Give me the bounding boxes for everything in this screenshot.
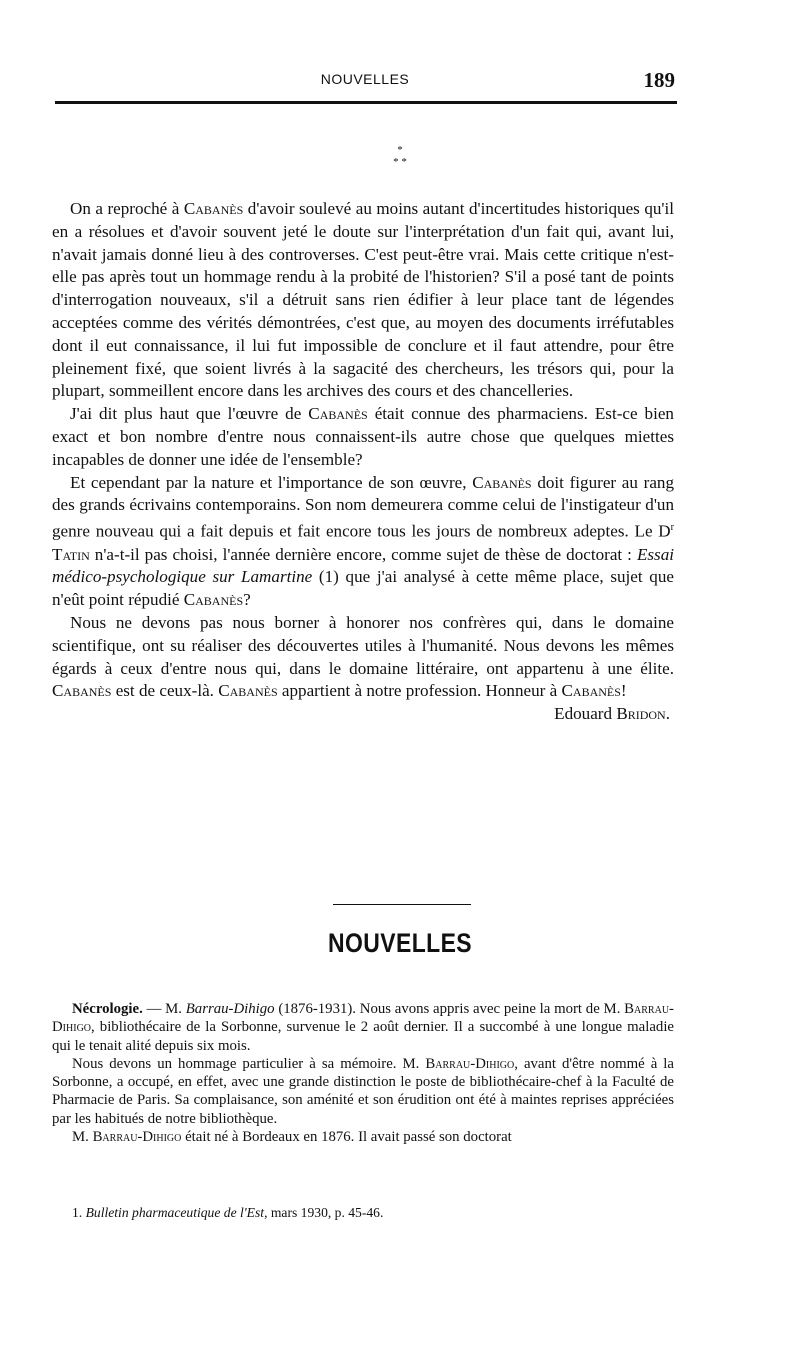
- author-name: Cabanès: [218, 681, 278, 701]
- author-name: Cabanès: [561, 681, 621, 701]
- author-name: Cabanès: [183, 590, 244, 610]
- footnote-number: 1.: [72, 1205, 86, 1220]
- news-label: Nécrologie.: [72, 1001, 143, 1017]
- dr-superscript: r: [670, 522, 674, 534]
- news-paragraph-3: M. Barrau-Dihigo était né à Bordeaux en 1876. Il avait passé son doctorat: [72, 1129, 512, 1146]
- article-paragraph-1: On a reproché à Cabanès d'avoir soulevé au moins autant d'incertitudes historiques qu'il en a résolues et d'avoir souvent jeté le doute sur l'interprétation d'un fait qui, avant lui, n'avait jamais donné lieu à des controverses. C'est peut-être vrai. Mais cette critique n'est-elle pas après tout un hommage rendu à la probité de l'historien? S'il a posé tant de points d'interrogation nouveaux, s'il a détruit sans rien édifier à leur place tant de légendes acceptées comme des vérités démontrées, c'est que, au moyen des documents irréfutables dont il eut connaissance, il lui fut impossible de conclure et il faut attendre, pour être pleinement fixé, que soient livrés à la sagacité des chercheurs, les trésors qui, pour la plupart, sommeillent encore dans les archives des cours et des chancelleries.: [52, 199, 674, 401]
- article-paragraph-4: Nous ne devons pas nous borner à honorer nos confrères qui, dans le domaine scientifique, ont su réaliser des découvertes utiles à l'humanité. Nous devons les mêmes égards à ceux d'entre nous qui, dans le domaine littéraire, ont appartenu à une élite. Cabanès est de ceux-là. Cabanès appartient à notre profession. Honneur à Cabanès!: [52, 613, 674, 701]
- asterism-bottom: * *: [393, 156, 407, 168]
- article-paragraph-2: J'ai dit plus haut que l'œuvre de Cabanès était connue des pharmaciens. Est-ce bien exact et bon nombre d'entre nous connaissent-ils autre chose que quelques miettes incapables de donner une idée de l'ensemble?: [52, 404, 674, 469]
- author-name: Cabanès: [183, 199, 244, 218]
- page-number: 189: [643, 68, 675, 92]
- tatin-name: Tatin: [52, 544, 90, 564]
- header-rule: [55, 101, 677, 104]
- running-head: [55, 68, 675, 94]
- footnote-title: Bulletin pharmaceutique de l'Est: [85, 1205, 265, 1220]
- asterism: [0, 144, 800, 168]
- asterism-top: *: [397, 144, 403, 156]
- author-name: Cabanès: [308, 404, 368, 424]
- news-paragraph-2: Nous devons un hommage particulier à sa mémoire. M. Barrau-Dihigo, avant d'être nommé à la Sorbonne, a occupé, en effet, avec une grande distinction le poste de bibliothécaire-chef à la Faculté de Pharmacie de Paris. Sa complaisance, son aménité et son érudition ont été à maintes reprises appréciées par les habitués de notre bibliothèque.: [52, 1055, 674, 1127]
- news-paragraph-1: Nécrologie. — M. Barrau-Dihigo (1876-1931). Nous avons appris avec peine la mort de M. Barrau-Dihigo, bibliothécaire de la Sorbonne, survenue le 2 août dernier. Il a succombé à une longue maladie qui le tenait alité depuis six mois.: [52, 1001, 674, 1054]
- signature: Edouard Bridon.: [554, 704, 670, 724]
- author-name: Cabanès: [472, 472, 532, 492]
- thesis-title: Essai médico-psychologique sur Lamartine: [52, 544, 674, 587]
- footnote-ref[interactable]: (1): [318, 567, 339, 587]
- section-title: NOUVELLES: [327, 928, 473, 958]
- article-body: [52, 198, 674, 726]
- news-body: [52, 1000, 674, 1146]
- footnote: 1. Bulletin pharmaceutique de l'Est, mars 1930, p. 45-46.: [72, 1205, 384, 1220]
- running-title: NOUVELLES: [320, 71, 410, 87]
- article-paragraph-3: Et cependant par la nature et l'importance de son œuvre, Cabanès doit figurer au rang des grands écrivains contemporains. Son nom demeurera comme celui de l'instigateur d'un genre nouveau qui a fait depuis et fait encore tous les jours de nombreux adeptes. Le $D^r$ Tatin n'a-t-il pas choisi, l'année dernière encore, comme sujet de thèse de doctorat : Essai médico-psychologique sur Lamartine (1) que j'ai analysé à cette même place, sujet que n'eût point répudié Cabanès?: [52, 472, 674, 610]
- section-rule: [333, 904, 471, 905]
- author-name: Cabanès: [52, 681, 112, 701]
